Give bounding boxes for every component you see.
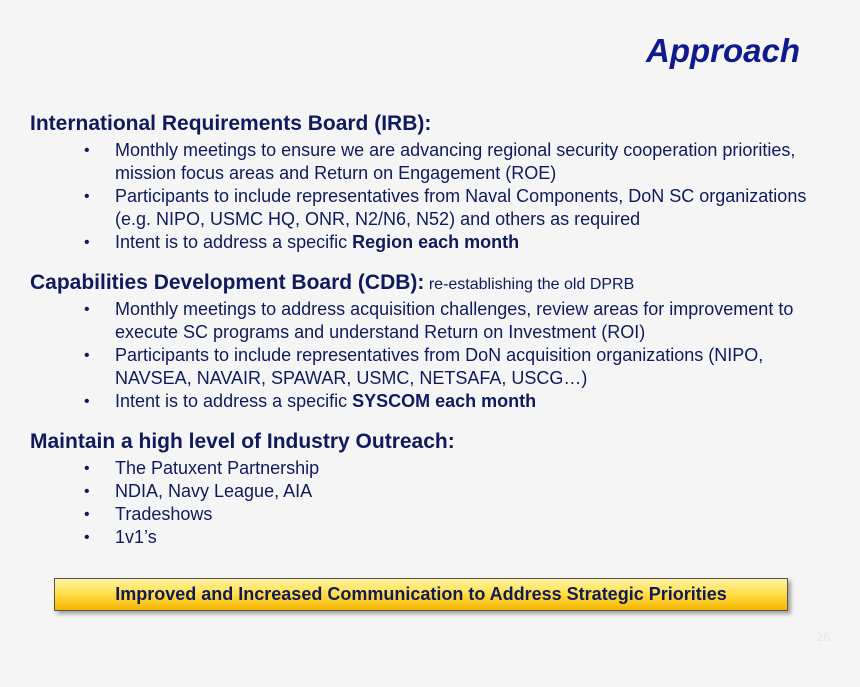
bullet-icon: • <box>84 529 90 546</box>
section-cdb <box>30 270 840 413</box>
bullet-icon: • <box>84 301 90 318</box>
bullet-icon: • <box>84 188 90 205</box>
bullet-icon: • <box>84 483 90 500</box>
section-heading: Capabilities Development Board (CDB): re-establishing the old DPRB <box>30 271 635 294</box>
bullet-list <box>30 298 840 413</box>
callout-banner: Improved and Increased Communication to Address Strategic Priorities <box>54 578 788 611</box>
list-item: • Tradeshows <box>84 504 213 524</box>
list-item: • The Patuxent Partnership <box>84 458 320 478</box>
bullet-icon: • <box>84 393 90 410</box>
list-item: • NDIA, Navy League, AIA <box>84 481 313 501</box>
bullet-icon: • <box>84 347 90 364</box>
slide-content <box>30 111 840 565</box>
list-item: • Intent is to address a specific SYSCOM each month <box>84 391 537 411</box>
bullet-icon: • <box>84 142 90 159</box>
bullet-list <box>30 139 840 254</box>
list-item: • Participants to include representatives from DoN acquisition organizations (NIPO, NAVSEA, NAVAIR, SPAWAR, USMC, NETSAFA, USCG…) <box>84 345 764 388</box>
section-heading: Maintain a high level of Industry Outreach: <box>30 430 455 453</box>
list-item: • Monthly meetings to address acquisition challenges, review areas for improvement to execute SC programs and understand Return on Investment (ROI) <box>84 299 794 342</box>
bullet-icon: • <box>84 234 90 251</box>
slide-title: Approach <box>645 32 800 69</box>
section-outreach <box>30 429 840 549</box>
section-note: re-establishing the old DPRB <box>424 276 635 293</box>
page-number: 26 <box>816 630 830 644</box>
section-heading: International Requirements Board (IRB): <box>30 112 432 135</box>
section-irb <box>30 111 840 254</box>
list-item: • 1v1’s <box>84 527 157 547</box>
bullet-icon: • <box>84 506 90 523</box>
list-item: • Participants to include representatives from Naval Components, DoN SC organizations (e.g. NIPO, USMC HQ, ONR, N2/N6, N52) and others as required <box>84 186 807 229</box>
list-item: • Intent is to address a specific Region each month <box>84 232 520 252</box>
bullet-icon: • <box>84 460 90 477</box>
list-item: • Monthly meetings to ensure we are advancing regional security cooperation priorities, mission focus areas and Return on Engagement (ROE) <box>84 140 796 183</box>
bullet-list <box>30 457 840 549</box>
